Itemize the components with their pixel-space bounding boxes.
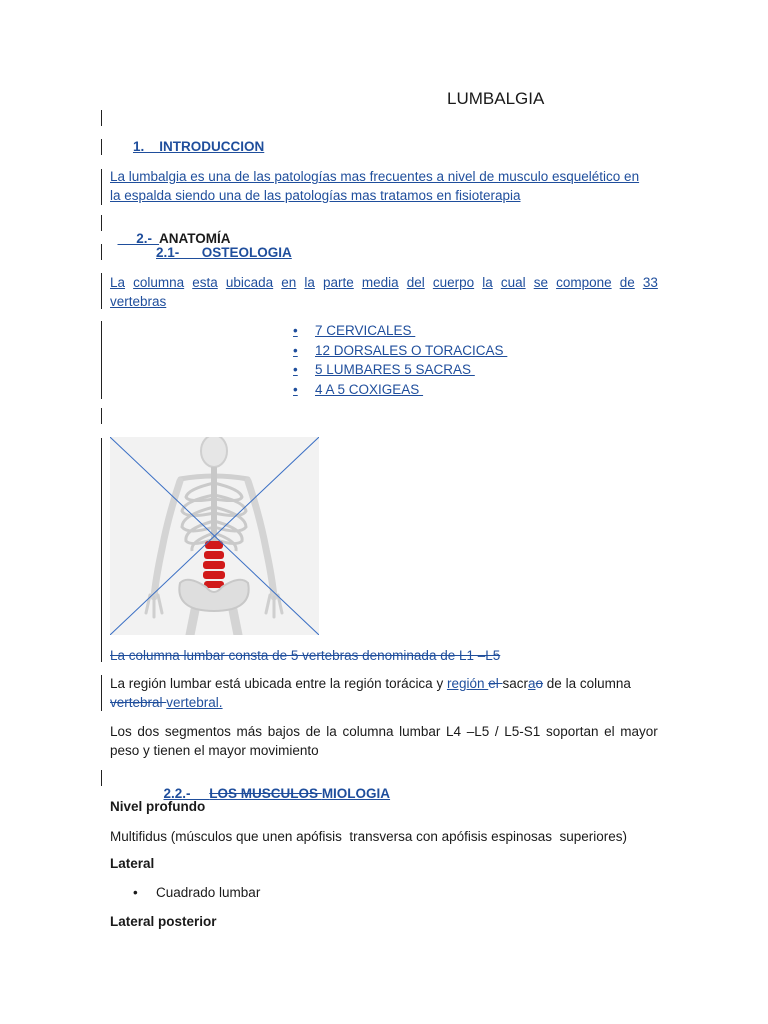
- change-bar: [101, 321, 102, 399]
- segments-text-line-2: peso y tienen el mayor movimiento: [110, 743, 319, 758]
- osteology-text-line-1: [110, 273, 658, 292]
- word: compone: [556, 275, 612, 290]
- change-bar: [101, 438, 102, 662]
- word: bajos: [267, 724, 300, 739]
- bullet-dot-icon: •: [293, 323, 298, 338]
- list-item: • 12 DORSALES O TORACICAS: [293, 341, 507, 361]
- word: esta: [192, 275, 218, 290]
- anatomy-number: 2.-: [117, 231, 160, 246]
- word: más: [236, 724, 263, 739]
- region-text-line-2: vertebral vertebral.: [110, 695, 223, 710]
- word: el: [604, 724, 615, 739]
- multifidus-text: Multifidus (músculos que unen apófisis transversa con apófisis espinosas superiores): [110, 829, 628, 844]
- bullet-dot-icon: •: [293, 362, 298, 377]
- segments-text-line-1: [110, 722, 658, 741]
- skeleton-image: [110, 437, 319, 635]
- word: Los: [110, 724, 132, 739]
- word: lumbar: [399, 724, 441, 739]
- osteology-text-line-2: vertebras: [110, 294, 167, 309]
- word: se: [533, 275, 548, 290]
- word: columna: [342, 724, 394, 739]
- region-text-line-1: La región lumbar está ubicada entre la región torácica y región el sacrao de la columna: [110, 676, 631, 691]
- word: La: [110, 275, 126, 290]
- anatomy-heading: [110, 216, 231, 246]
- list-item: • Cuadrado lumbar: [133, 885, 261, 900]
- change-bar: [101, 244, 102, 260]
- word: parte: [323, 275, 354, 290]
- word: columna: [133, 275, 185, 290]
- word: la: [326, 724, 337, 739]
- word: la: [482, 275, 493, 290]
- list-item: • 7 CERVICALES: [293, 321, 415, 341]
- change-bar: [101, 139, 102, 155]
- bullet-dot-icon: •: [133, 885, 138, 900]
- word: –L5: [466, 724, 490, 739]
- word: mayor: [620, 724, 658, 739]
- change-bar: [101, 169, 102, 205]
- word: del: [406, 275, 425, 290]
- anatomy-label: ANATOMÍA: [159, 231, 231, 246]
- word: cuerpo: [432, 275, 475, 290]
- word: 33: [642, 275, 658, 290]
- osteology-heading: 2.1- OSTEOLOGIA: [156, 245, 292, 260]
- word: L4: [446, 724, 462, 739]
- bullet-dot-icon: •: [293, 342, 298, 358]
- change-bar: [101, 675, 102, 711]
- bullet-dot-icon: •: [293, 381, 298, 397]
- intro-text-line-1: La lumbalgia es una de las patologías mas frecuentes a nivel de musculo esquelético en: [110, 169, 640, 184]
- word: en: [281, 275, 297, 290]
- miologia-heading: 2.2.- LOS MUSCULOS MIOLOGIA: [163, 786, 391, 801]
- lumbar-deleted-text: La columna lumbar consta de 5 vertebras denominada de L1 –L5: [110, 648, 501, 663]
- list-item: • 4 A 5 COXIGEAS: [293, 380, 423, 400]
- word: /: [494, 724, 499, 739]
- word: dos: [137, 724, 160, 739]
- lateral-posterior-heading: Lateral posterior: [110, 914, 217, 929]
- list-item: • 5 LUMBARES 5 SACRAS: [293, 360, 475, 380]
- word: ubicada: [225, 275, 274, 290]
- word: soportan: [545, 724, 599, 739]
- word: segmentos: [164, 724, 231, 739]
- word: media: [361, 275, 399, 290]
- change-bar: [101, 408, 102, 424]
- skeleton-illustration: [110, 437, 319, 635]
- word: de: [305, 724, 321, 739]
- change-bar: [101, 215, 102, 231]
- word: de: [619, 275, 635, 290]
- change-bar: [101, 770, 102, 786]
- nivel-profundo-heading: Nivel profundo: [110, 799, 206, 814]
- word: cual: [500, 275, 526, 290]
- intro-heading: 1. INTRODUCCION: [133, 139, 265, 154]
- word: L5-S1: [504, 724, 541, 739]
- lateral-heading: Lateral: [110, 856, 155, 871]
- intro-text-line-2: la espalda siendo una de las patologías mas tratamos en fisioterapia: [110, 188, 521, 203]
- change-bar: [101, 110, 102, 126]
- document-title: LUMBALGIA: [447, 89, 545, 108]
- change-bar: [101, 273, 102, 309]
- word: la: [304, 275, 315, 290]
